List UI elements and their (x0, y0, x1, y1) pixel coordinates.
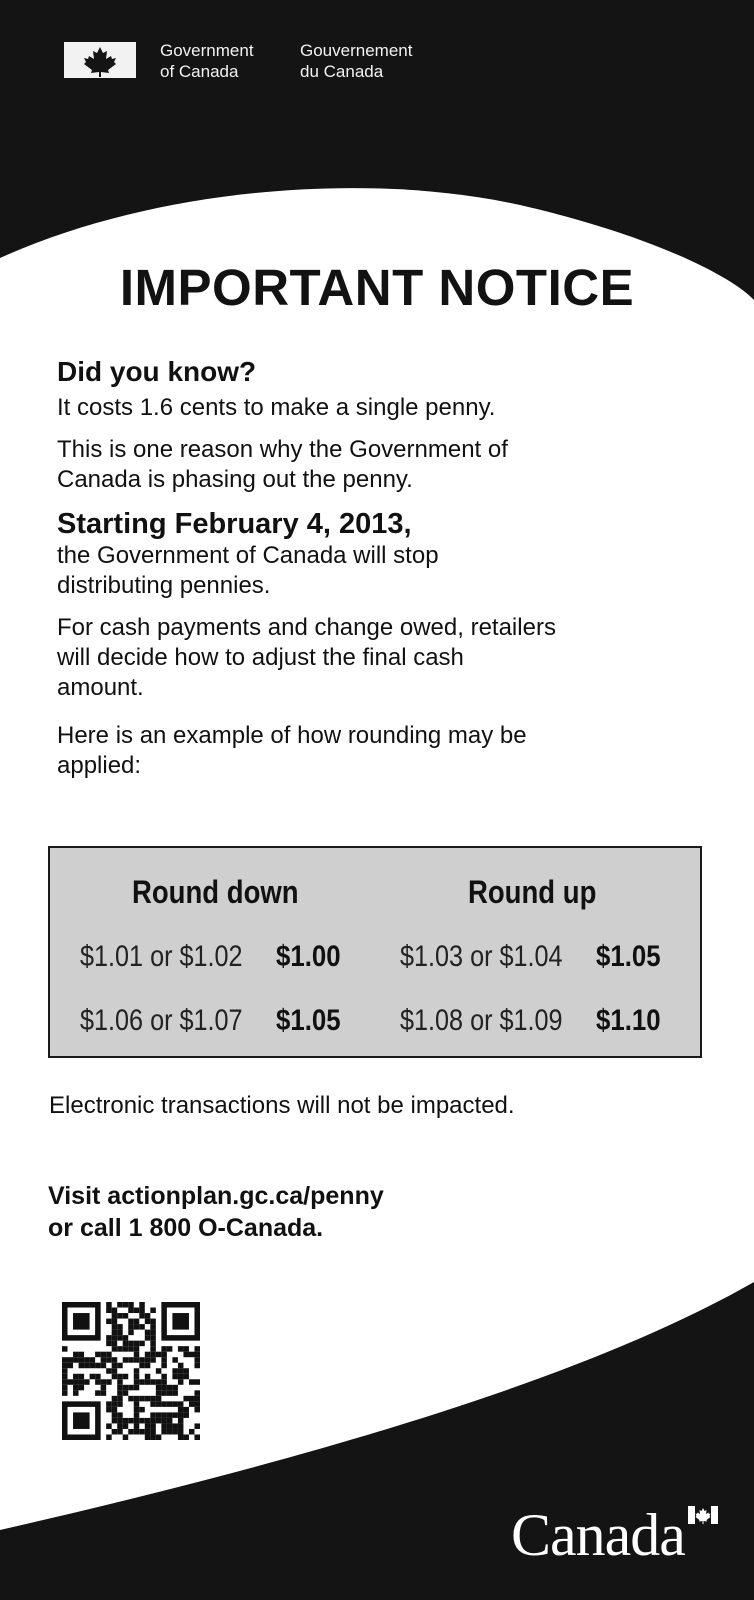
round-down-result-2: $1.05 (276, 1004, 341, 1037)
round-up-result-2: $1.10 (596, 1004, 661, 1037)
table-row (80, 940, 351, 974)
rounding-example-table (48, 846, 702, 1058)
round-up-amounts-1: $1.03 or $1.04 (400, 940, 563, 973)
government-fr-label: Gouvernement du Canada (300, 41, 413, 81)
round-down-amounts-2: $1.06 or $1.07 (80, 1004, 243, 1037)
penny-cost-fact: It costs 1.6 cents to make a single penny. (57, 394, 496, 421)
cash-payments-text: For cash payments and change owed, retailers will decide how to adjust the final cash amount. (57, 614, 556, 701)
did-you-know-heading: Did you know? (57, 356, 257, 387)
table-row (400, 940, 671, 974)
notice-body (57, 355, 617, 781)
round-down-heading: Round down (132, 874, 299, 910)
start-date-heading: Starting February 4, 2013, (57, 508, 412, 540)
round-down-amounts-1: $1.01 or $1.02 (80, 940, 243, 973)
visit-website-link[interactable]: Visit actionplan.gc.ca/penny (48, 1182, 384, 1210)
canada-wordmark: Canada (511, 1502, 685, 1568)
example-intro: Here is an example of how rounding may be applied: (57, 722, 527, 779)
round-up-amounts-2: $1.08 or $1.09 (400, 1004, 563, 1037)
round-up-heading: Round up (468, 874, 597, 910)
electronic-transactions-note: Electronic transactions will not be impacted. (49, 1092, 515, 1119)
table-row (80, 1004, 351, 1038)
round-down-result-1: $1.00 (276, 940, 341, 973)
canada-wordmark-flag-icon (688, 1506, 718, 1524)
round-up-result-1: $1.05 (596, 940, 661, 973)
canada-flag-icon (64, 42, 136, 78)
notice-title: IMPORTANT NOTICE (119, 259, 635, 316)
phase-out-reason: This is one reason why the Government of Canada is phasing out the penny. (57, 436, 508, 493)
stop-distribution-text: the Government of Canada will stop distributing pennies. (57, 542, 439, 599)
contact-info (48, 1180, 384, 1244)
call-phone-text: or call 1 800 O-Canada. (48, 1214, 324, 1242)
government-en-label: Government of Canada (160, 41, 254, 81)
qr-code[interactable] (62, 1302, 200, 1440)
table-row (400, 1004, 671, 1038)
